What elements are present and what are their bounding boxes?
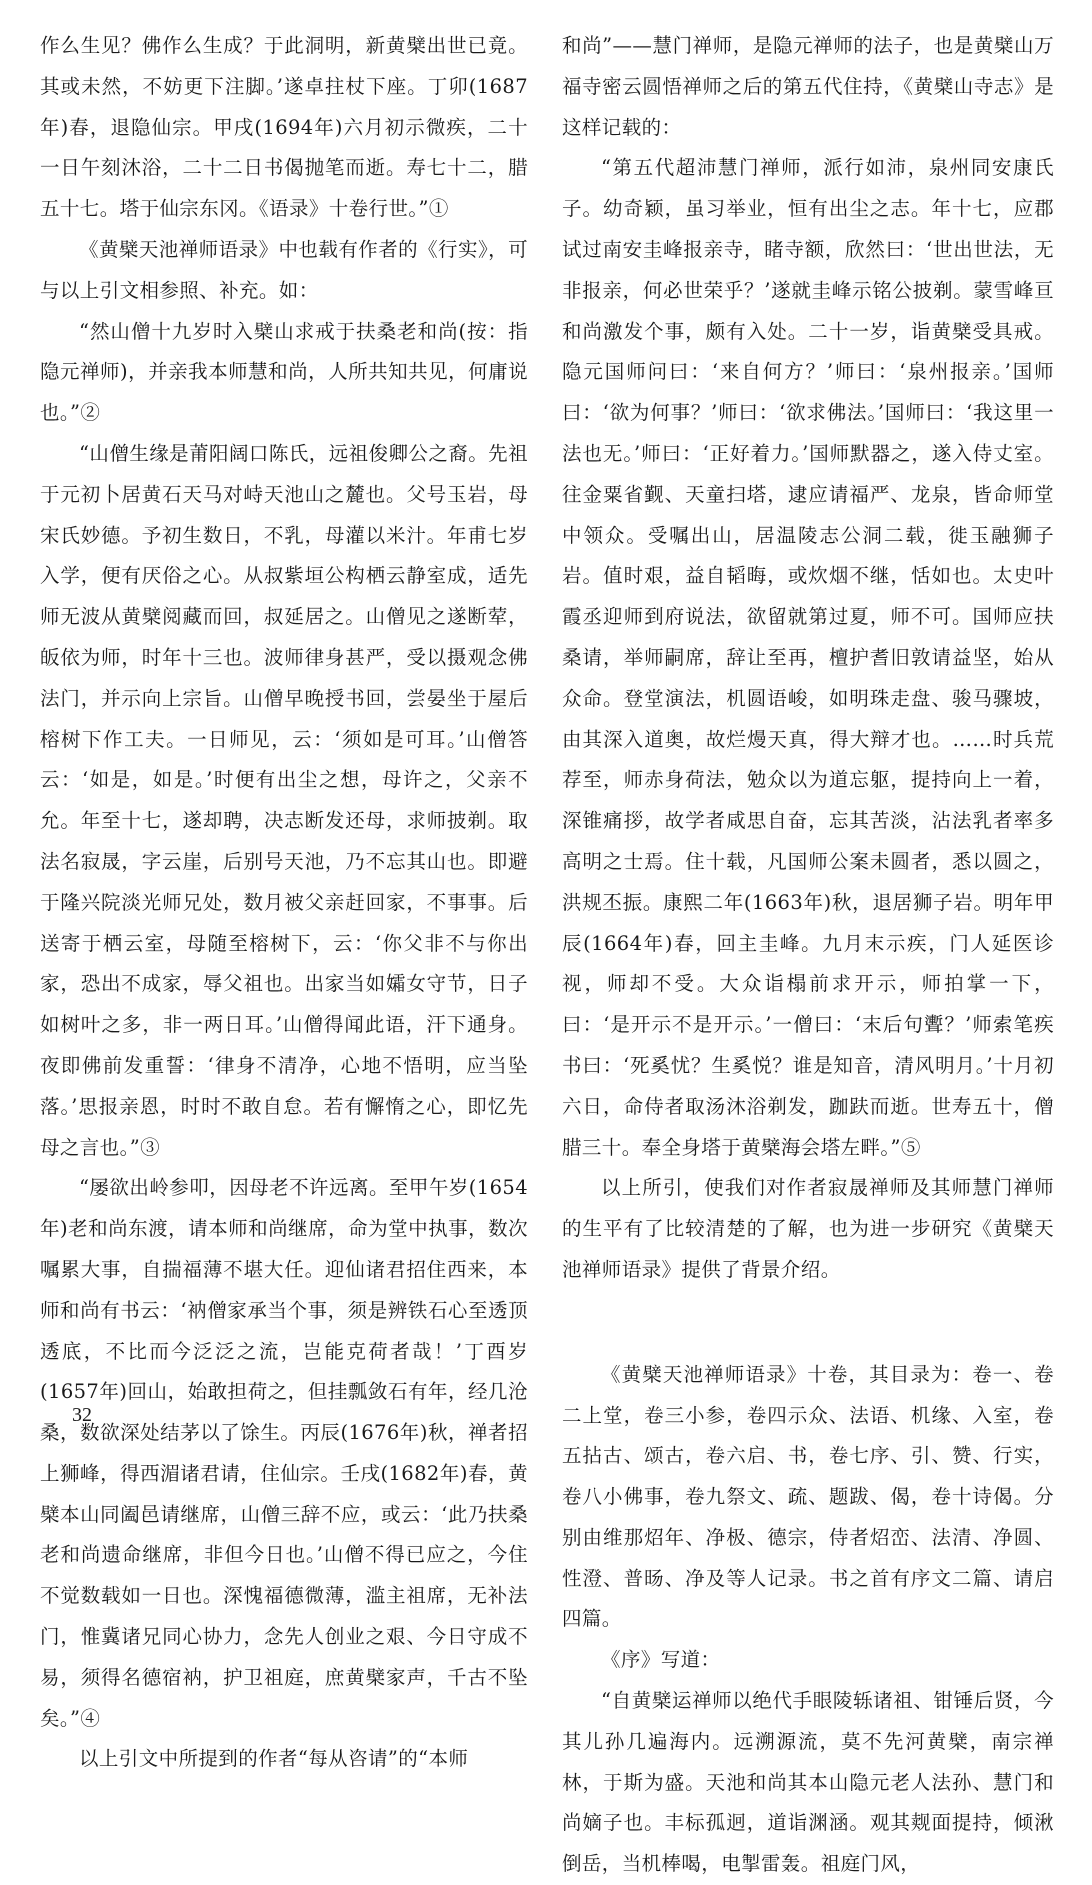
paragraph: 以上所引，使我们对作者寂晟禅师及其师慧门禅师的生平有了比较清楚的了解，也为进一步研究《黄檗天池禅师语录》提供了背景介绍。 xyxy=(562,1176,1054,1281)
paragraph: 《黄檗天池禅师语录》中也载有作者的《行实》，可与以上引文相参照、补充。如： xyxy=(40,237,528,302)
paragraph: “屡欲出岭参叩，因母老不许远离。至甲午岁(1654年)老和尚东渡，请本师和尚继席，命为堂中执事，数次嘱累大事，自揣福薄不堪大任。迎仙诸君招住西来，本师和尚有书云：‘衲僧家承当个事，须是辨铁石心至透顶透底，不比而今泛泛之流，岂能克荷者哉！’丁酉岁(1657年)回山，始敢担荷之，但挂瓢敛石有年，经几沧桑，数欲深处结茅以了馀生。丙辰(1676年)秋，禅者招上狮峰，得西湄诸君请，住仙宗。壬戌(1682年)春，黄檗本山同阖邑请继席，山僧三辞不应，或云：‘此乃扶桑老和尚遗命继席，非但今日也。’山僧不得已应之，今住不觉数载如一日也。深愧福德微薄，滥主祖席，无补法门，惟冀诸兄同心协力，念先人创业之艰、今日守成不易，须得名德宿衲，护卫祖庭，庶黄檗家声，千古不坠矣。”④ xyxy=(40,1176,528,1730)
paragraph: 以上引文中所提到的作者“每从咨请”的“本师 xyxy=(79,1747,469,1771)
paragraph: “自黄檗运禅师以绝代手眼陵轹诸祖、钳锤后贤，今其儿孙几遍海内。远溯源流，莫不先河黄檗，南宗禅林，于斯为盛。天池和尚其本山隐元老人法孙、慧门和尚嫡子也。丰标孤迥，道诣渊涵。观其觌面提持，倾湫倒岳，当机棒喝，电掣雷轰。祖庭门风， xyxy=(562,1689,1054,1876)
left-column xyxy=(40,26,528,1780)
paragraph: 作么生见？佛作么生成？于此洞明，新黄檗出世已竟。其或未然，不妨更下注脚。’遂卓拄杖下座。丁卯(1687年)春，退隐仙宗。甲戌(1694年)六月初示微疾，二十一日午刻沐浴，二十二日书偈抛笔而逝。寿七十二，腊五十七。塔于仙宗东冈。《语录》十卷行世。”① xyxy=(40,34,528,221)
page-number: 32 xyxy=(72,1404,92,1426)
paragraph: 《序》写道： xyxy=(601,1648,721,1672)
paragraph: 和尚”——慧门禅师，是隐元禅师的法子，也是黄檗山万福寺密云圆悟禅师之后的第五代住持，《黄檗山寺志》是这样记载的： xyxy=(562,34,1054,139)
section-gap xyxy=(562,1291,1054,1355)
paragraph: “第五代超沛慧门禅师，派行如沛，泉州同安康氏子。幼奇颖，虽习举业，恒有出尘之志。年十七，应郡试过南安圭峰报亲寺，睹寺额，欣然曰：‘世出世法，无非报亲，何必世荣乎？’遂就圭峰示铭公披剃。蒙雪峰亘和尚激发个事，颇有入处。二十一岁，诣黄檗受具戒。隐元国师问曰：‘来自何方？’师曰：‘泉州报亲。’国师曰：‘欲为何事？’师曰：‘欲求佛法。’国师曰：‘我这里一法也无。’师曰：‘正好着力。’国师默器之，遂入侍丈室。往金粟省觐、天童扫塔，逮应请福严、龙泉，皆命师堂中领众。受嘱出山，居温陵志公洞二载，徙玉融狮子岩。值时艰，益自韬晦，或炊烟不继，恬如也。太史叶霞丞迎师到府说法，欲留就第过夏，师不可。国师应扶桑请，举师嗣席，辞让至再，檀护耆旧敦请益坚，始从众命。登堂演法，机圆语峻，如明珠走盘、骏马骤坡，由其深入道奥，故烂熳天真，得大辩才也。……时兵荒荐至，师赤身荷法，勉众以为道忘躯，提持向上一着，深锥痛拶，故学者咸思自奋，忘其苦淡，沾法乳者率多高明之士焉。住十载，凡国师公案未圆者，悉以圆之，洪规丕振。康熙二年(1663年)秋，退居狮子岩。明年甲辰(1664年)春，回主圭峰。九月末示疾，门人延医诊视，师却不受。大众诣榻前求开示，师拍掌一下，曰：‘是开示不是开示。’一僧曰：‘末后句聻？’师索笔疾书曰：‘死奚忧？生奚悦？谁是知音，清风明月。’十月初六日，命侍者取汤沐浴剃发，跏趺而逝。世寿五十，僧腊三十。奉全身塔于黄檗海会塔左畔。”⑤ xyxy=(562,156,1054,1159)
paragraph: 《黄檗天池禅师语录》十卷，其目录为：卷一、卷二上堂，卷三小参，卷四示众、法语、机缘、入室，卷五拈古、颂古，卷六启、书，卷七序、引、赞、行实，卷八小佛事，卷九祭文、疏、题跋、偈，卷十诗偈。分别由维那炤年、净极、德宗，侍者炤峦、法清、净圆、性澄、普旸、净及等人记录。书之首有序文二篇、请启四篇。 xyxy=(562,1362,1054,1631)
paragraph: “山僧生缘是莆阳阔口陈氏，远祖俊卿公之裔。先祖于元初卜居黄石天马对峙天池山之麓也。父号玉岩，母宋氏妙德。予初生数日，不乳，母灌以米汁。年甫七岁入学，便有厌俗之心。从叔紫垣公构栖云静室成，适先师无波从黄檗阅藏而回，叔延居之。山僧见之遂断荤，皈依为师，时年十三也。波师律身甚严，受以摄观念佛法门，并示向上宗旨。山僧早晚授书回，尝晏坐于屋后榕树下作工夫。一日师见，云：‘须如是可耳。’山僧答云：‘如是，如是。’时便有出尘之想，母许之，父亲不允。年至十七，遂却聘，决志断发还母，求师披剃。取法名寂晟，字云崖，后别号天池，乃不忘其山也。即避于隆兴院淡光师兄处，数月被父亲赶回家，不事事。后送寄于栖云室，母随至榕树下，云：‘你父非不与你出家，恐出不成家，辱父祖也。出家当如孀女守节，日子如树叶之多，非一两日耳。’山僧得闻此语，汗下通身。夜即佛前发重誓：‘律身不清净，心地不悟明，应当坠落。’思报亲恩，时时不敢自怠。若有懈惰之心，即忆先母之言也。”③ xyxy=(40,441,528,1159)
right-column xyxy=(562,26,1054,1885)
paragraph: “然山僧十九岁时入檗山求戒于扶桑老和尚(按：指隐元禅师)，并亲我本师慧和尚，人所共知共见，何庸说也。”② xyxy=(40,319,528,425)
